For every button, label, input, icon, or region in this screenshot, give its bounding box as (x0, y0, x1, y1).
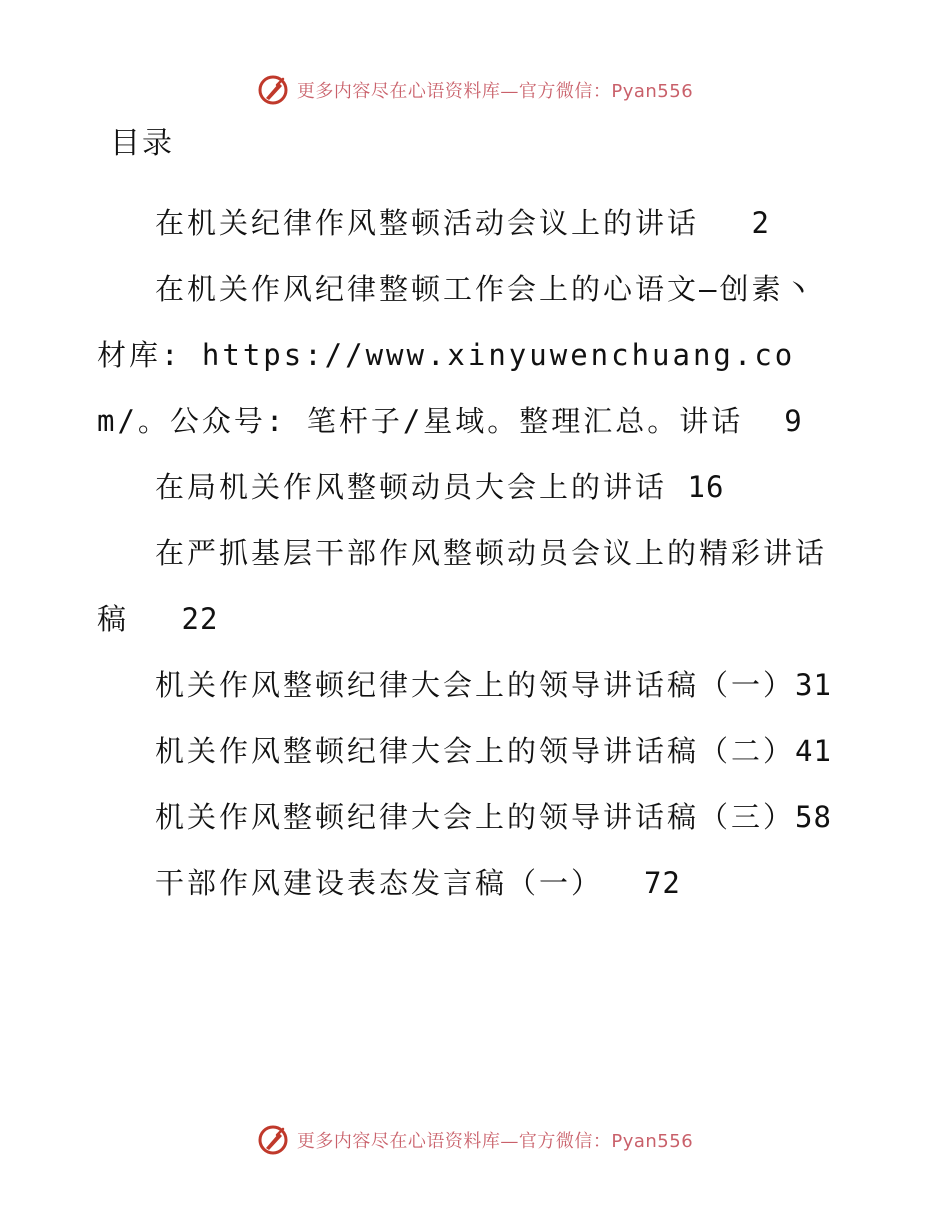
footer-banner (0, 1120, 950, 1160)
toc-entry[interactable] (97, 718, 842, 784)
toc-entry[interactable] (97, 256, 842, 454)
toc-entry[interactable] (97, 454, 842, 520)
banner-promo-text: 更多内容尽在心语资料库—官方微信： (296, 81, 612, 102)
toc-entry-page-number: 31 (795, 668, 832, 702)
banner-text (297, 1127, 693, 1153)
toc-entry-separator (603, 866, 644, 900)
toc-entry-title: 在严抓基层干部作风整顿动员会议上的精彩讲话稿 (97, 536, 828, 636)
header-banner (0, 70, 950, 110)
toc-entry-page-number: 2 (751, 206, 770, 240)
banner-wechat-id: Pyan556 (611, 81, 694, 102)
toc-entry-separator (743, 404, 784, 438)
banner-text (297, 77, 693, 103)
toc-entry-title: 在机关纪律作风整顿活动会议上的讲话 (155, 206, 700, 240)
toc-entry[interactable] (97, 652, 842, 718)
toc-entry-page-number: 9 (784, 404, 803, 438)
quill-pen-seal-icon (257, 1124, 289, 1156)
toc-entry[interactable] (97, 850, 842, 916)
quill-pen-seal-icon (257, 74, 289, 106)
toc-entry-title: 机关作风整顿纪律大会上的领导讲话稿（一） (155, 668, 796, 702)
toc-entry-title: 在机关作风纪律整顿工作会上的心语文—创素丶材库: https://www.xinyuwenchuang.com/。公众号: 笔杆子/星域。整理汇总。讲话 (97, 272, 816, 438)
toc-entry-title: 机关作风整顿纪律大会上的领导讲话稿（二） (155, 734, 796, 768)
toc-entry-separator (699, 206, 751, 240)
toc-entry-title: 干部作风建设表态发言稿（一） (155, 866, 604, 900)
toc-entry-page-number: 41 (795, 734, 832, 768)
toc-entry[interactable] (97, 520, 842, 652)
toc-entry[interactable] (97, 190, 842, 256)
toc-list (97, 190, 842, 916)
toc-entry-page-number: 58 (795, 800, 832, 834)
toc-title: 目录 (110, 126, 174, 161)
toc-entry-separator (667, 470, 687, 504)
banner-wechat-id: Pyan556 (611, 1131, 694, 1152)
toc-entry[interactable] (97, 784, 842, 850)
toc-entry-page-number: 16 (687, 470, 725, 504)
banner-promo-text: 更多内容尽在心语资料库—官方微信： (296, 1131, 612, 1152)
toc-entry-page-number: 72 (643, 866, 681, 900)
toc-entry-title: 在局机关作风整顿动员大会上的讲话 (155, 470, 668, 504)
toc-entry-separator (129, 602, 181, 636)
toc-entry-title: 机关作风整顿纪律大会上的领导讲话稿（三） (155, 800, 796, 834)
toc-entry-page-number: 22 (181, 602, 219, 636)
